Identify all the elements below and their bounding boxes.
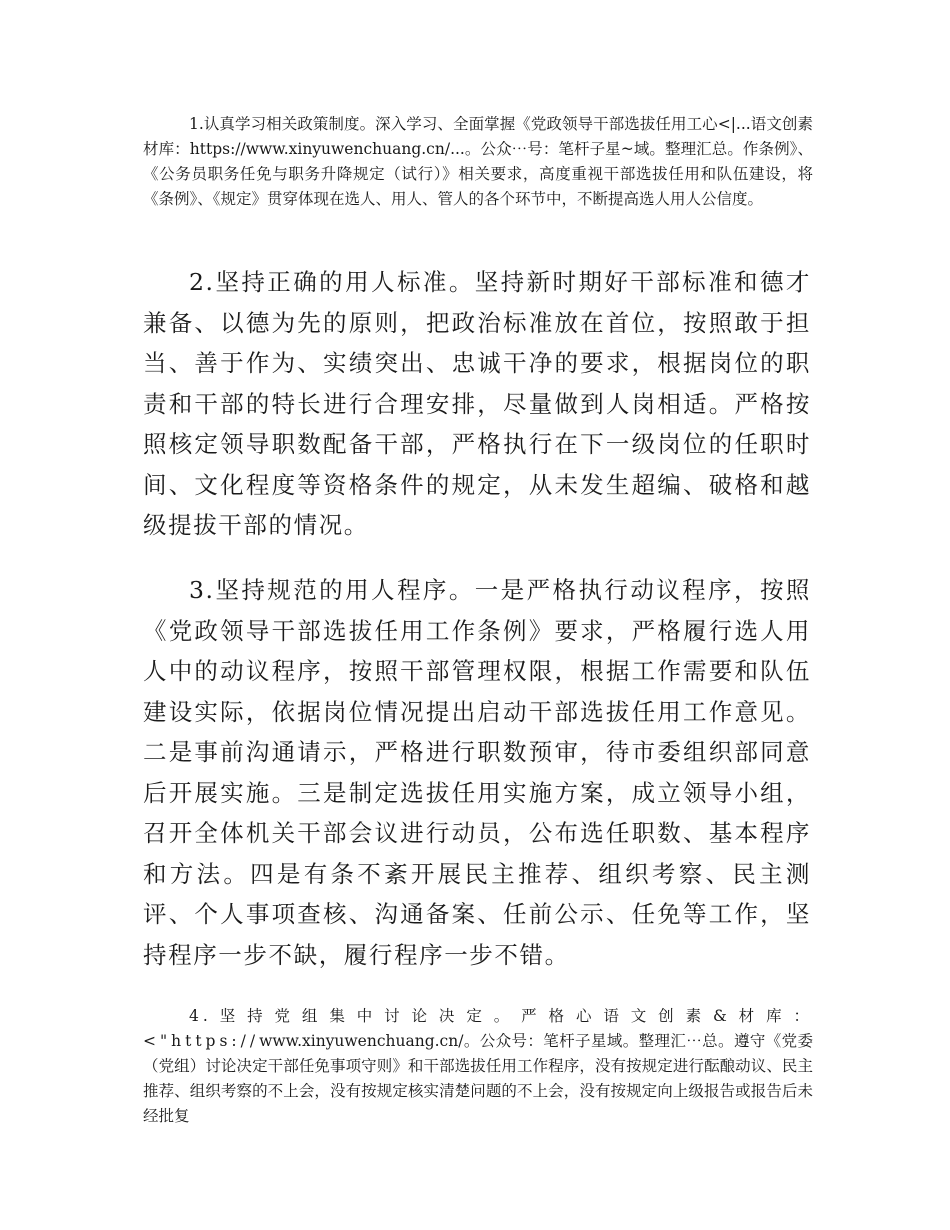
paragraph-1: 1.认真学习相关政策制度。深入学习、全面掌握《党政领导干部选拔任用工心<|...语文创素材库：https://www.xinyuwenchuang.cn/...。公众⋯号：笔杆子星~域。整理汇总。作条例》、《公务员职务任免与职务升降规定（试行）》相关要求，高度重视干部选拔任用和队伍建设，将《条例》、《规定》贯穿体现在选人、用人、管人的各个环节中，不断提高选人用人公信度。 xyxy=(143,115,813,208)
paragraph-3: 3.坚持规范的用人程序。一是严格执行动议程序，按照《党政领导干部选拔任用工作条例》要求，严格履行选人用人中的动议程序，按照干部管理权限，根据工作需要和队伍建设实际，依据岗位情况提出启动干部选拔任用工作意见。二是事前沟通请示，严格进行职数预审，待市委组织部同意后开展实施。三是制定选拔任用实施方案，成立领导小组，召开全体机关干部会议进行动员，公布选任职数、基本程序和方法。四是有条不紊开展民主推荐、组织考察、民主测评、个人事项查核、沟通备案、任前公示、任免等工作，坚持程序一步不缺，履行程序一步不错。 xyxy=(143,576,811,969)
paragraph-4-body: www.xinyuwenchuang.cn/。公众号：笔杆子星域。整理汇⋯总。遵守《党委（党组）讨论决定干部任免事项守则》和干部选拔任用工作程序，没有按规定进行酝酿动议、民主推荐、组织考察的不上会，没有按规定核实清楚问题的不上会，没有按规定向上级报告或报告后未经批复 xyxy=(143,1032,813,1125)
paragraph-4-lead: 4.坚持党组集中讨论决定。严格心语文创素&材库：<"https:// xyxy=(143,1007,813,1050)
paragraph-2: 2.坚持正确的用人标准。坚持新时期好干部标准和德才兼备、以德为先的原则，把政治标准放在首位，按照敢于担当、善于作为、实绩突出、忠诚干净的要求，根据岗位的职责和干部的特长进行合理安排，尽量做到人岗相适。严格按照核定领导职数配备干部，严格执行在下一级岗位的任职时间、文化程度等资格条件的规定，从未发生超编、破格和越级提拔干部的情况。 xyxy=(143,268,811,539)
paragraph-4 xyxy=(143,1004,813,1129)
